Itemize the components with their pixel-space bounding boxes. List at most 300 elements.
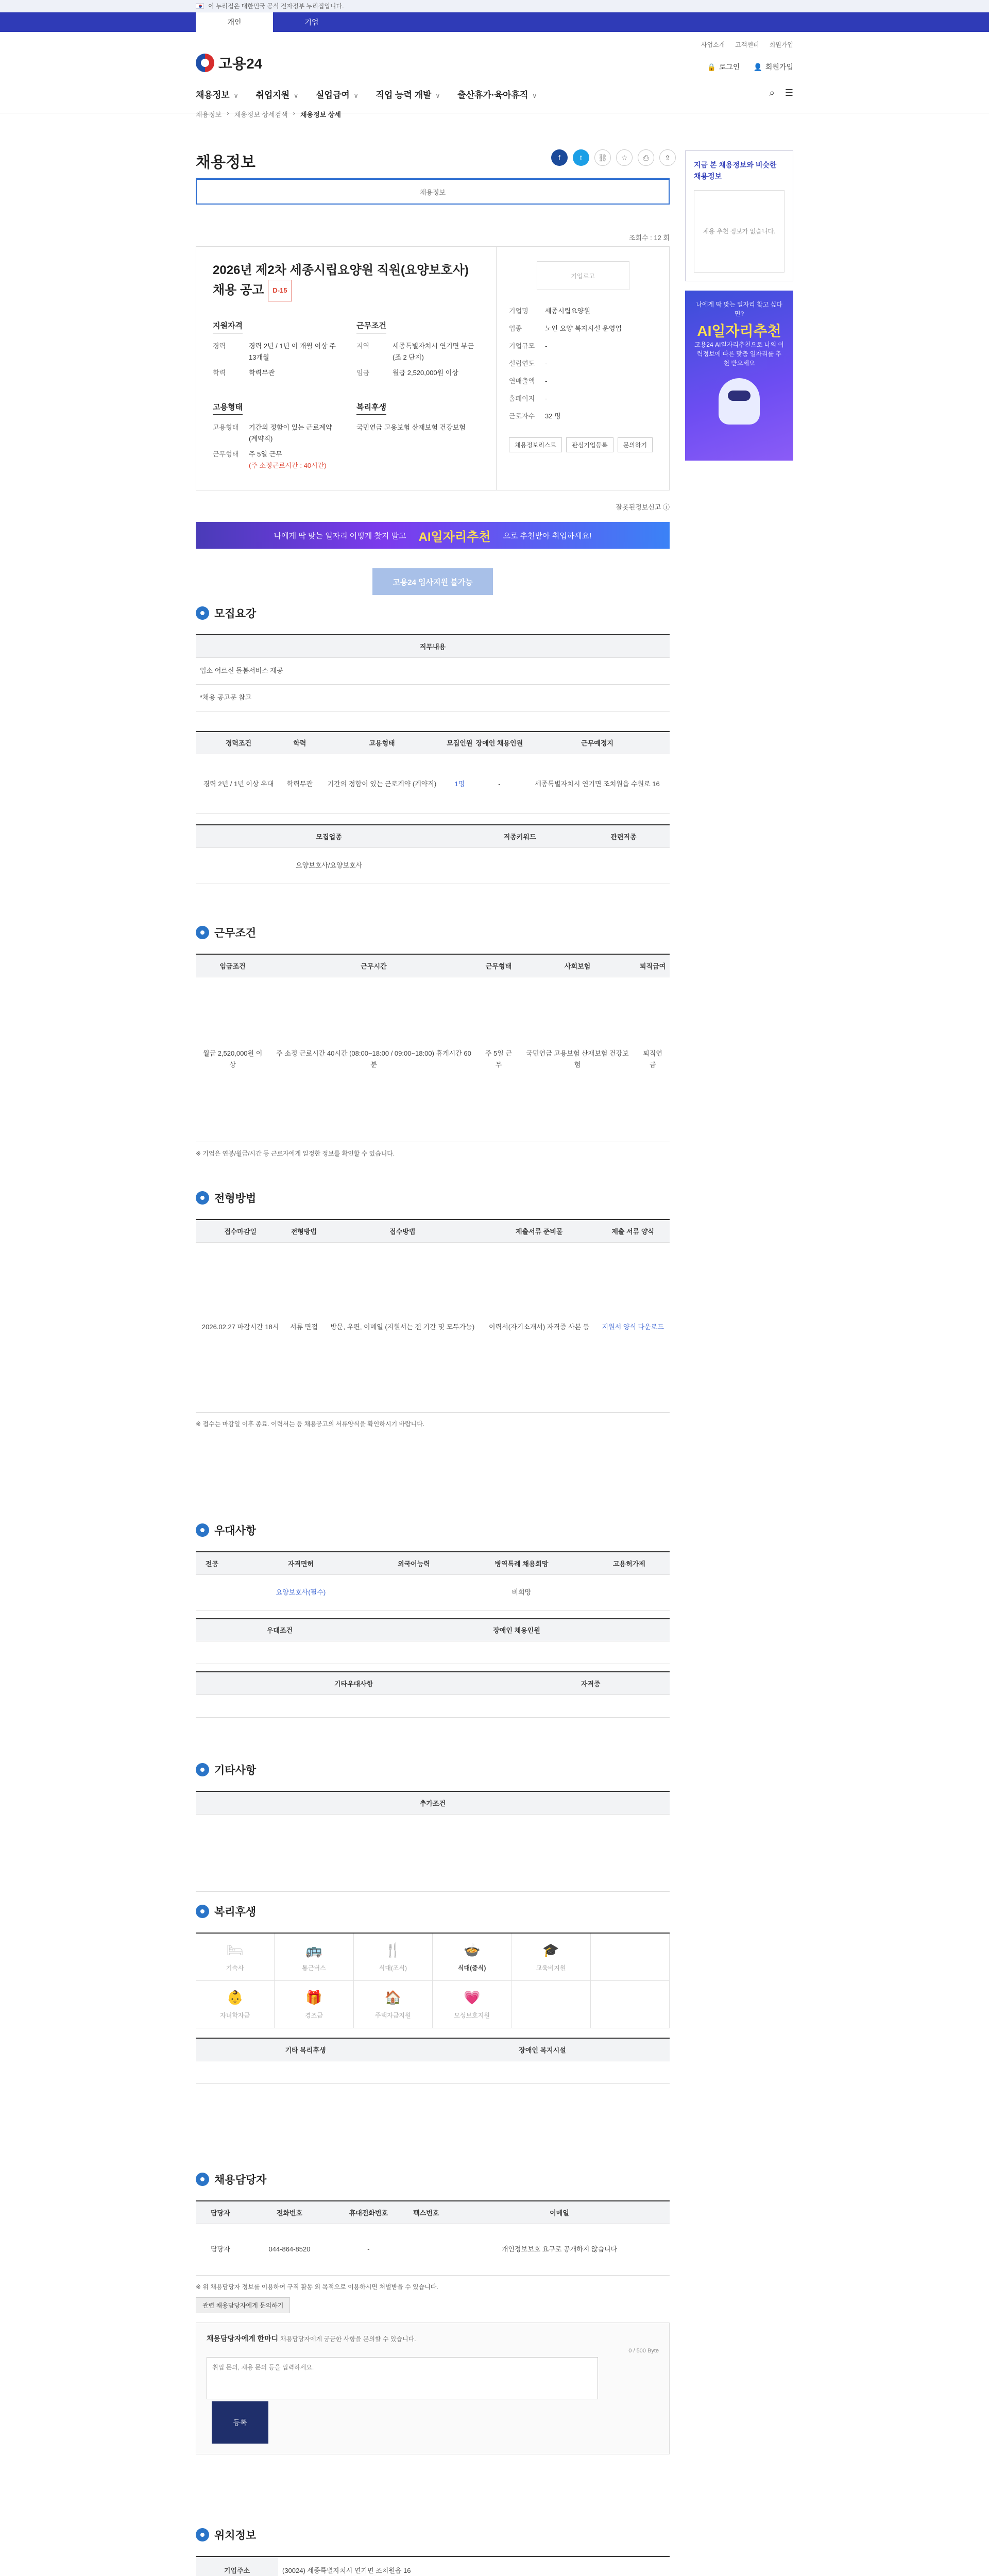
company-row [509,390,657,408]
table-cell: 방문, 우편, 이메일 (지원서는 전 기간 및 모두가능) [322,1242,482,1412]
tab-company[interactable]: 기업 [304,18,319,26]
benefit-icon: 🚌 [305,1942,322,1958]
table-header: 팩스번호 [403,2201,449,2224]
table-header: 직종키워드 [462,825,577,848]
benefit-item [354,1934,433,1981]
benefit-icon: 🍲 [463,1942,481,1958]
job-card [196,246,670,490]
info-value: 국민연금 고용보험 산재보험 건강보험 [356,423,466,431]
ad-subtitle: 나에게 딱 맞는 일자리 찾고 싶다면? [696,301,782,317]
block-title: 지원자격 [213,320,243,333]
table-cell: 주 5일 근무 [478,977,519,1142]
breadcrumb-item[interactable]: 채용정보 [196,111,222,118]
section-bullet-icon [196,1763,209,1776]
info-key: 임금 [356,369,370,377]
info-key: 지역 [356,342,370,350]
benefit-icon: 🛏 [226,1942,244,1958]
info-value [249,449,327,471]
form-download-link[interactable]: 지원서 양식 다운로드 [596,1242,670,1412]
table-cell [462,848,577,884]
location-table [196,2556,670,2576]
table-cell: 퇴직연금 [636,977,670,1142]
company-jobs-button[interactable]: 채용정보리스트 [509,437,562,452]
company-value: - [545,377,548,385]
table-cell [415,2061,670,2083]
page-title: 채용정보 [196,154,255,171]
section-title [196,1522,670,1538]
section-title-text: 모집요강 [214,608,257,620]
job-title-text: 2026년 제2차 세종시립요양원 직원(요양보호사) 채용 공고 [213,263,469,297]
header-actions [707,62,793,72]
sidebar [685,150,793,461]
table-header: 고용허가제 [589,1552,670,1574]
section-title [196,1190,670,1206]
section-title [196,1904,670,1919]
table-header: 근무예정지 [525,732,670,754]
block-title: 복리후생 [356,401,386,415]
company-logo: 기업로고 [537,261,629,290]
benefit-label: 식대(중식) [457,1964,486,1972]
login-label: 로그인 [719,63,740,71]
chevron-down-icon: ∨ [435,92,440,99]
table-cell: 국민연금 고용보험 산재보험 건강보험 [519,977,636,1142]
ai-recommend-banner[interactable] [196,522,670,549]
info-row [213,367,336,379]
table-cell: 서류 면접 [285,1242,322,1412]
table-cell: 주 소정 근로시간 40시간 (08:00~18:00 / 09:00~18:00) 휴게시간 60분 [269,977,478,1142]
tab-individual[interactable]: 개인 [196,12,273,32]
header [0,32,989,113]
nav-label: 직업 능력 개발 [376,90,432,100]
nav-item-jobs[interactable] [196,88,238,100]
inquiry-button[interactable]: 문의하기 [618,437,653,452]
nav-item-leave[interactable] [457,88,537,100]
menu-icon[interactable]: ☰ [785,88,793,98]
company-row [509,302,657,320]
table-header: 전화번호 [245,2201,334,2224]
table-cell: - [334,2224,403,2275]
benefit-icon: 🎓 [542,1942,559,1958]
benefit-item [511,1981,590,2028]
link-icon[interactable]: ⛓ [594,149,611,166]
benefit-icon: 🎁 [305,1989,322,2005]
section-title-text: 우대사항 [214,1525,257,1537]
table-cell [373,1574,454,1611]
table-cell [196,1814,670,1891]
top-tabs [0,12,989,32]
info-key: 경력 [213,342,226,350]
lock-icon: 🔒 [707,63,716,71]
manager-notice: ※ 위 채용담당자 정보를 이용하여 구직 활동 외 목적으로 이용하시면 처벌받을 수 있습니다. [196,2283,438,2291]
user-icon: 👤 [753,63,762,71]
job-summary [196,178,670,595]
table-header: 근무시간 [269,954,478,977]
nav-label: 취업지원 [255,90,290,100]
logo-text: 고용24 [218,56,263,72]
byte-counter: 0 / 500 Byte [628,2347,659,2354]
nav-label: 출산휴가·육아휴직 [457,90,528,100]
manager-inquiry-button[interactable]: 관련 채용담당자에게 문의하기 [196,2297,290,2313]
table-cell: 담당자 [196,2224,245,2275]
notice-box: 채용정보 [196,178,670,205]
util-link[interactable]: 회원가입 [769,41,793,48]
benefit-item [591,1981,670,2028]
company-key: 근로자수 [509,412,535,420]
info-value: 학력무관 [249,369,275,377]
section-title-text: 채용담당자 [214,2174,267,2186]
table-header: 외국어능력 [373,1552,454,1574]
company-value: - [545,395,548,402]
chevron-down-icon: ∨ [532,92,537,99]
table-cell: 세종특별자치시 연기면 조치원읍 수원로 16 [525,754,670,814]
section-recruit [196,605,670,884]
benefit-icon: 👶 [226,1989,244,2005]
method-table [196,1219,670,1413]
info-value: 경력 2년 / 1년 이 개월 이상 주13개월 [249,342,336,361]
twitter-icon[interactable]: t [573,149,589,166]
table-cell [196,1574,228,1611]
info-row [356,341,480,363]
print-icon[interactable]: ⎙ [638,149,654,166]
company-key: 홈페이지 [509,395,535,402]
nav-label: 실업급여 [316,90,350,100]
company-value: - [545,360,548,367]
signup-label: 회원가입 [765,63,793,71]
employment-block [213,401,336,476]
benefit-item [196,1981,275,2028]
info-key: 학력 [213,369,226,377]
work-note: ※ 기업은 연봉/월급/시간 등 근로자에게 일정한 정보를 확인할 수 있습니다. [196,1149,395,1157]
table-header: 모집업종 [196,825,462,848]
company-row [509,408,657,425]
pref-table-2 [196,1618,670,1665]
section-title-text: 전형방법 [214,1193,257,1205]
apply-button[interactable]: 고용24 입사지원 불가능 [372,568,493,595]
table-header: 관련직종 [577,825,670,848]
table-cell [511,1694,670,1717]
nav-label: 채용정보 [196,90,230,100]
message-input[interactable] [207,2357,598,2399]
table-key: 기업주소 [196,2556,278,2576]
section-preference [196,1522,670,1718]
duty-table [196,634,670,711]
info-row [213,422,336,445]
info-key: 고용형태 [213,423,239,431]
job-title [213,261,480,301]
share-icons [551,149,676,166]
table-cell: 개인정보보호 요구로 공개하지 않습니다 [449,2224,670,2275]
section-title [196,1762,670,1777]
section-title-text: 기타사항 [214,1765,257,1776]
benefit-item [511,1934,590,1981]
chevron-down-icon: ∨ [294,92,298,99]
robot-icon [719,378,760,425]
table-cell: 입소 어르신 돌봄서비스 제공 [196,657,670,684]
company-row [509,355,657,372]
company-buttons [509,437,657,452]
breadcrumb-item[interactable]: 채용정보 상세검색 [234,111,288,118]
table-header: 이메일 [449,2201,670,2224]
dday-badge: D-15 [268,280,292,301]
chevron-down-icon: ∨ [353,92,359,99]
company-row [509,337,657,355]
signup-button[interactable] [753,62,793,72]
section-bullet-icon [196,2528,209,2541]
table-cell [364,1641,670,1664]
company-row [509,320,657,337]
table-cell: 1명 [446,754,474,814]
table-header: 사회보험 [519,954,636,977]
company-key: 연매출액 [509,377,535,385]
table-cell [403,2224,449,2275]
benefit-label: 식대(조식) [379,1964,407,1972]
benefit-label: 기숙사 [226,1964,244,1972]
breadcrumb-current: 채용정보 상세 [300,111,341,118]
table-cell [589,1574,670,1611]
main-nav [196,88,537,100]
etc-table [196,1791,670,1892]
benefit-item [354,1981,433,2028]
table-header: 전공 [196,1552,228,1574]
gov-banner-text: 이 누리집은 대한민국 공식 전자정부 누리집입니다. [208,3,344,10]
message-submit-button[interactable]: 등록 [212,2401,268,2444]
section-title [196,605,670,621]
info-value: 기간의 정함이 있는 근로계약 (계약직) [249,423,332,443]
table-cell: 경력 2년 / 1년 이상 우대 [196,754,281,814]
table-cell [196,2061,415,2083]
manager-table [196,2200,670,2276]
banner-text: 으로 추천받아 취업하세요! [503,531,592,540]
benefit-item [433,1981,511,2028]
info-icon: ⓘ [662,503,670,511]
ai-recommend-ad[interactable] [685,291,793,461]
table-cell: 요양보호사/요양보호사 [196,848,462,884]
company-key: 업종 [509,325,522,332]
method-note: ※ 접수는 마감일 이후 종료. 이력서는 등 채용공고의 서류양식을 확인하시기 바랍니다. [196,1420,425,1428]
company-panel [497,247,669,490]
job-detail-panel [196,247,497,490]
info-value-note: (주 소정근로시간 : 40시간) [249,462,327,469]
section-title-text: 위치정보 [214,2530,257,2541]
table-header: 추가조건 [196,1791,670,1814]
benefit-icon: 🍴 [384,1942,401,1958]
section-method [196,1190,670,1429]
table-header: 임금조건 [196,954,269,977]
qualification-block [213,320,336,383]
table-header: 제출 서류 양식 [596,1219,670,1242]
favorite-company-button[interactable]: 관심기업등록 [566,437,613,452]
table-header: 자격면허 [228,1552,373,1574]
ad-text: 고용24 AI일자리추천으로 나의 이력정보에 따른 맞춤 일자리를 추천 받으세요 [694,341,784,367]
section-title [196,925,670,940]
korea-flag-icon [196,3,204,9]
nav-item-training[interactable] [376,88,440,100]
table-cell: 학력무관 [281,754,318,814]
job-info-grid [213,320,480,383]
job-info-grid [213,401,480,476]
table-header: 퇴직급여 [636,954,670,977]
section-bullet-icon [196,1905,209,1918]
banner-highlight: AI일자리추천 [418,530,491,544]
block-title: 근무조건 [356,320,386,333]
report-link-label: 잘못된정보신고 [616,503,661,511]
share-icon[interactable]: ⇪ [659,149,676,166]
table-cell: 요양보호사(필수) [228,1574,373,1611]
info-value: 월급 2,520,000원 이상 [393,369,458,377]
company-key: 기업규모 [509,342,535,350]
work-table [196,954,670,1142]
section-title-text: 복리후생 [214,1906,257,1918]
breadcrumb-separator: › [227,109,229,117]
banner-text: 나에게 딱 맞는 일자리 어떻게 찾지 말고 [274,531,406,540]
nav-item-support[interactable] [256,88,299,100]
view-count: 조회수 : 12 회 [628,234,670,242]
util-links [701,40,793,49]
chevron-down-icon: ∨ [233,92,238,99]
benefit-item [433,1934,511,1981]
table-header: 고용형태 [318,732,446,754]
table-header: 접수마감일 [196,1219,285,1242]
table-header: 근무형태 [478,954,519,977]
company-row [509,372,657,390]
table-cell: 044-864-8520 [245,2224,334,2275]
block-title: 고용형태 [213,401,243,415]
section-work [196,925,670,1159]
benefit-item [275,1934,353,1981]
section-bullet-icon [196,2173,209,2186]
info-row [356,422,480,433]
section-location [196,2527,670,2576]
bookmark-icon[interactable]: ☆ [616,149,633,166]
benefit-item [275,1981,353,2028]
benefit-icon: 💗 [463,1989,481,2005]
table-cell [196,1694,511,1717]
facebook-icon[interactable]: f [551,149,568,166]
table-cell: *채용 공고문 참고 [196,684,670,711]
table-header: 장애인 채용인원 [364,1619,670,1641]
condition-block [356,320,480,383]
benefit-label: 모성보호지원 [454,2011,490,2019]
search-icon[interactable]: ⌕ [769,88,775,98]
logo[interactable] [196,53,262,73]
table-header: 학력 [281,732,318,754]
table-header: 담당자 [196,2201,245,2224]
table-cell: 이력서(자기소개서) 자격증 사본 등 [482,1242,596,1412]
section-title [196,2172,670,2187]
benefit-label: 자녀학자금 [220,2011,250,2019]
table-header: 장애인 복지시설 [415,2038,670,2061]
section-title [196,2527,670,2543]
nav-item-benefit[interactable] [316,88,359,100]
industry-table [196,824,670,884]
pref-table [196,1551,670,1611]
table-header: 휴대전화번호 [334,2201,403,2224]
similar-jobs-title: 지금 본 채용정보와 비슷한 채용정보 [694,161,777,180]
table-header: 장애인 채용인원 [474,732,525,754]
info-value-text: 주 5일 근무 [249,450,282,458]
table-header: 자격증 [511,1672,670,1694]
info-row [213,341,336,363]
util-link[interactable]: 고객센터 [735,41,759,48]
table-cell [196,1641,364,1664]
benefit-label: 통근버스 [302,1964,326,1972]
pref-table-3 [196,1671,670,1718]
benefit-icon: 🏠 [384,1989,401,2005]
benefit-item [591,1934,670,1981]
header-tools [770,88,793,98]
benefit-label: 주택자금지원 [375,2011,411,2019]
company-value: 32 명 [545,412,561,420]
table-cell [577,848,670,884]
recruit-table [196,731,670,815]
table-cell: 2026.02.27 마감시간 18시 [196,1242,285,1412]
section-bullet-icon [196,926,209,939]
table-cell: 기간의 정함이 있는 근로계약 (계약직) [318,754,446,814]
section-title-text: 근무조건 [214,927,257,939]
message-box-desc: 채용담당자에게 궁금한 사항을 문의할 수 있습니다. [280,2335,416,2343]
benefit-label: 교육비지원 [536,1964,566,1972]
company-info [509,302,657,425]
benefit-table [196,2038,670,2084]
login-button[interactable] [707,62,740,72]
info-row [356,367,480,379]
info-value: 세종특별자치시 연기면 부근(조 2 단지) [393,342,474,361]
table-header: 병역특례 채용희망 [454,1552,589,1574]
message-box-title [207,2333,659,2344]
benefit-grid [196,1933,670,2028]
section-benefit [196,1904,670,2084]
table-cell: - [474,754,525,814]
benefit-label: 경조금 [305,2011,323,2019]
company-value: - [545,342,548,350]
gov-banner [0,0,989,12]
table-header: 전형방법 [285,1219,322,1242]
table-header: 기타 복리후생 [196,2038,415,2061]
similar-jobs-empty: 채용 추천 정보가 없습니다. [694,190,785,273]
section-etc [196,1762,670,1892]
table-header: 우대조건 [196,1619,364,1641]
table-cell: (30024) 세종특별자치시 연기면 조치원읍 16 [278,2556,670,2576]
section-bullet-icon [196,1191,209,1205]
section-bullet-icon [196,606,209,620]
table-cell: 월급 2,520,000원 이상 [196,977,269,1142]
table-header: 직무내용 [196,635,670,657]
manager-message-box [196,2323,670,2454]
section-manager [196,2172,670,2454]
message-box-title-text: 채용담당자에게 한마디 [207,2334,279,2343]
breadcrumb-separator: › [293,109,295,117]
welfare-block [356,401,480,476]
util-link[interactable]: 사업소개 [701,41,725,48]
similar-jobs-box [685,150,793,281]
company-key: 기업명 [509,307,528,315]
info-key: 근무형태 [213,450,239,458]
company-key: 설립연도 [509,360,535,367]
benefit-item [196,1934,275,1981]
table-header: 제출서류 준비물 [482,1219,596,1242]
table-header: 기타우대사항 [196,1672,511,1694]
table-cell: 비희망 [454,1574,589,1611]
company-value: 노인 요양 복지시설 운영업 [545,325,622,332]
table-header: 접수방법 [322,1219,482,1242]
company-value: 세종시립요양원 [545,307,590,315]
table-header: 경력조건 [196,732,281,754]
breadcrumb [196,109,341,119]
section-bullet-icon [196,1523,209,1537]
logo-emblem-icon [196,54,214,72]
report-link[interactable] [196,502,670,512]
table-header: 모집인원 [446,732,474,754]
